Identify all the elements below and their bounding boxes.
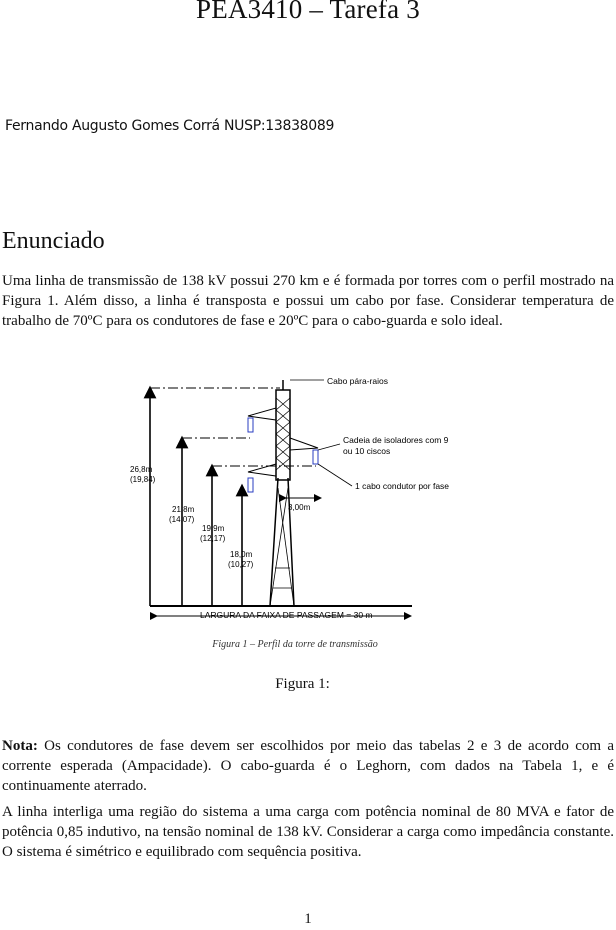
paragraph-intro: Uma linha de transmissão de 138 kV possui 270 km e é formada por torres com o perfil mostrado na Figura 1. Além disso, a linha é transposta e possui um cabo por fase. Considerar temperatura de trabalho de 70ºC para os condutores de fase e 20ºC para o cabo-guarda e solo ideal. bbox=[2, 273, 614, 329]
dim-268: 26,8m bbox=[130, 465, 153, 474]
dim-180: 18,0m bbox=[230, 550, 253, 559]
figure-caption-embedded: Figura 1 – Perfil da torre de transmissão bbox=[212, 639, 378, 650]
label-conductor: 1 cabo condutor por fase bbox=[355, 481, 450, 491]
tower-diagram bbox=[112, 368, 482, 630]
dim-218: 21,8m bbox=[172, 505, 195, 514]
paragraph-note bbox=[2, 736, 614, 796]
note-label: Nota: bbox=[2, 738, 38, 754]
right-of-way-label: LARGURA DA FAIXA DE PASSAGEM = 30 m bbox=[200, 610, 373, 620]
page-title: PEA3410 – Tarefa 3 bbox=[196, 0, 420, 24]
dim-300: 3,00m bbox=[288, 503, 311, 512]
note-text: Os condutores de fase devem ser escolhidos por meio das tabelas 2 e 3 de acordo com a corrente esperada (Ampacidade). O cabo-guarda é o Leghorn, com dados na Tabela 1, e é continuamente aterrado. bbox=[2, 738, 614, 794]
tower-figure bbox=[112, 368, 482, 630]
figure-caption: Figura 1: bbox=[275, 676, 330, 692]
label-guard-cable: Cabo pára-raios bbox=[327, 376, 388, 386]
dim-199: 19,9m bbox=[202, 524, 225, 533]
page-number: 1 bbox=[304, 911, 312, 927]
dim-199-sub: (12,17) bbox=[200, 534, 226, 543]
dim-268-sub: (19,84) bbox=[130, 475, 156, 484]
dim-218-sub: (14,07) bbox=[169, 515, 195, 524]
label-insulator-1: Cadeia de isoladores com 9 bbox=[343, 435, 449, 445]
paragraph-load: A linha interliga uma região do sistema a uma carga com potência nominal de 80 MVA e fator de potência 0,85 indutivo, na tensão nominal de 138 kV. Considerar a carga como impedância constante. O sistema é simétrico e equilibrado com sequência positiva. bbox=[2, 804, 614, 860]
dim-180-sub: (10,27) bbox=[228, 560, 254, 569]
author-line: Fernando Augusto Gomes Corrá NUSP:13838089 bbox=[5, 118, 335, 134]
label-insulator-2: ou 10 ciscos bbox=[343, 446, 391, 456]
section-heading: Enunciado bbox=[2, 228, 105, 254]
